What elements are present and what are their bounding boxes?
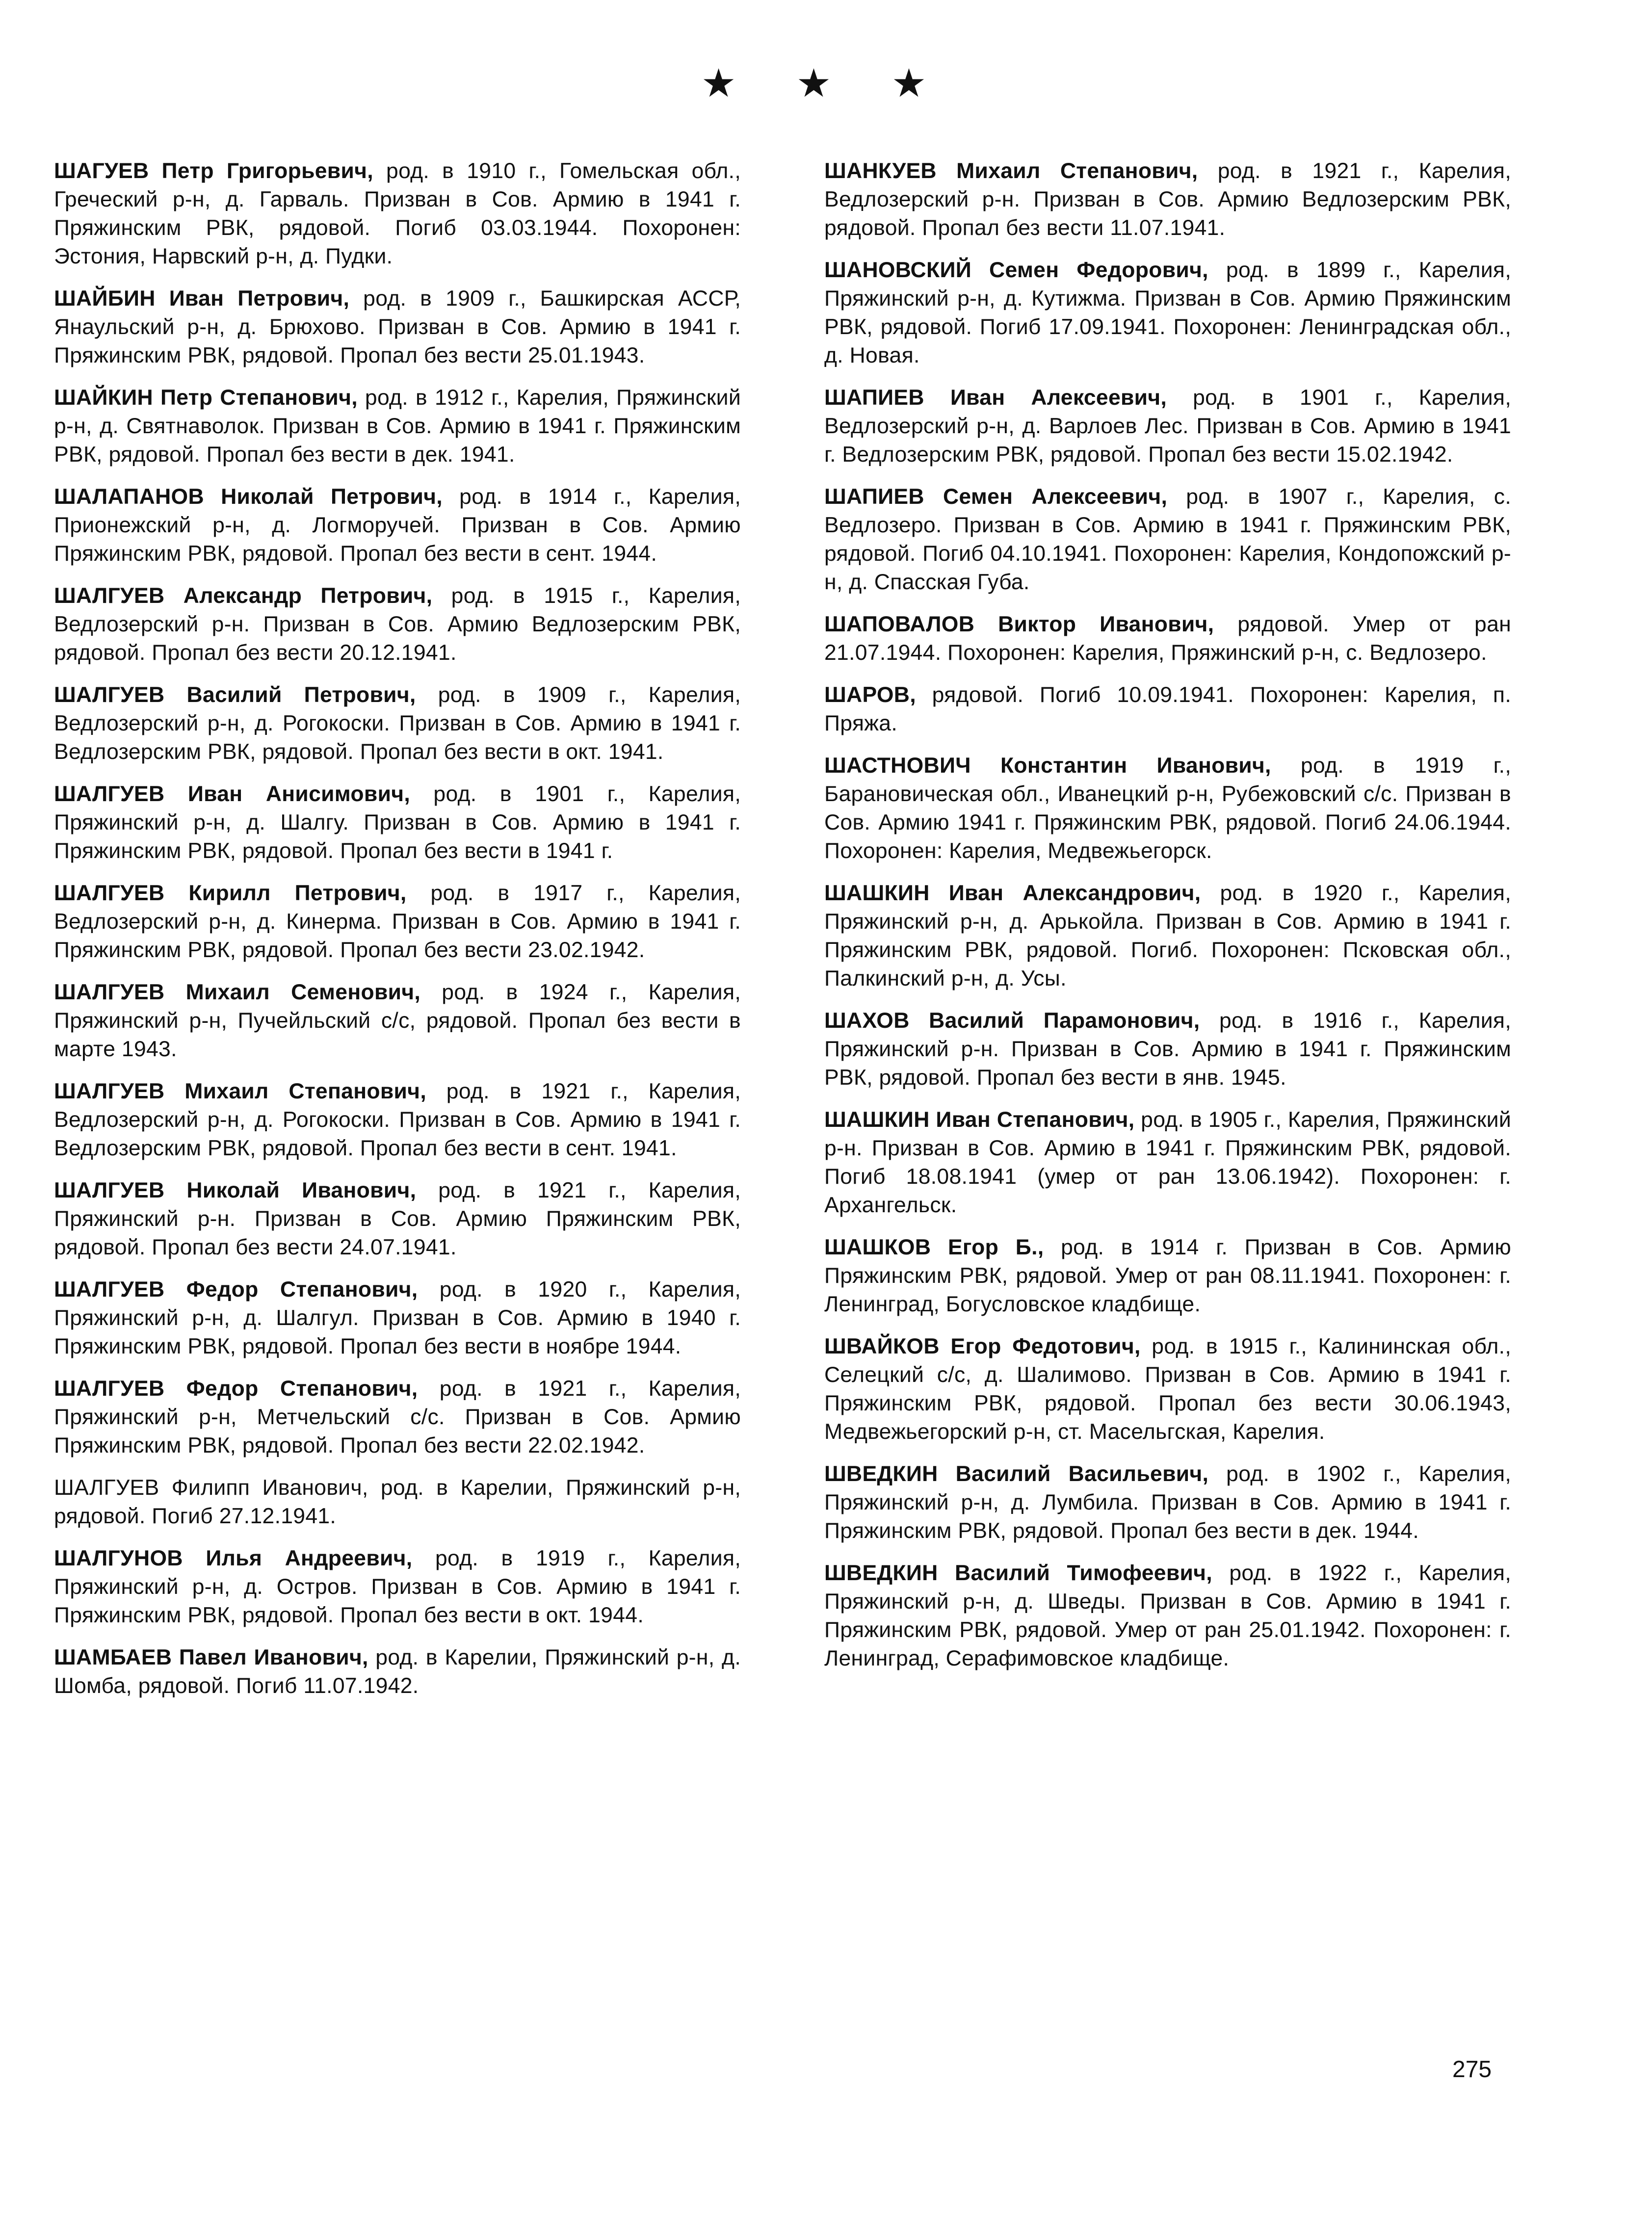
entry bbox=[54, 780, 741, 865]
right-column bbox=[824, 157, 1511, 1687]
entry-name: ШАГУЕВ Петр Григорьевич, bbox=[54, 159, 373, 183]
entry-name: ШАЛГУЕВ Михаил Семенович, bbox=[54, 980, 421, 1004]
entry-text: род. в 1905 г., Карелия, Пряжинский р-н. Призван в Сов. Армию в 1941 г. Пряжинским РВК, рядовой. Погиб 18.08.1941 (умер от ран 13.06.1942). Похоронен: г. Архангельск. bbox=[824, 1108, 1511, 1217]
entry bbox=[54, 1176, 741, 1262]
entry bbox=[54, 978, 741, 1064]
entry-text: род. в 1910 г., Гомельская обл., Греческий р-н, д. Гарваль. Призван в Сов. Армию в 1941 г. Пряжинским РВК, рядовой. Погиб 03.03.1944. Похоронен: Эстония, Нарвский р-н, д. Пудки. bbox=[54, 159, 741, 268]
entry-text: рядовой. Погиб 10.09.1941. Похоронен: Карелия, п. Пряжа. bbox=[824, 683, 1511, 735]
entry-name: ШАЛГУЕВ Иван Анисимович, bbox=[54, 782, 411, 806]
entry-text: род. в 1915 г., Карелия, Ведлозерский р-н. Призван в Сов. Армию Ведлозерским РВК, рядовой. Пропал без вести 20.12.1941. bbox=[54, 584, 741, 665]
entry bbox=[54, 1276, 741, 1361]
entry-text: род. в 1914 г. Призван в Сов. Армию Пряжинским РВК, рядовой. Умер от ран 08.11.1941. Похоронен: г. Ленинград, Богусловское кладбище. bbox=[824, 1235, 1511, 1316]
entry-name: ШАЛАПАНОВ Николай Петрович, bbox=[54, 485, 443, 509]
entry-text: род. в 1899 г., Карелия, Пряжинский р-н, д. Кутижма. Призван в Сов. Армию Пряжинским РВК, рядовой. Погиб 17.09.1941. Похоронен: Ленинградская обл., д. Новая. bbox=[824, 258, 1511, 367]
entry-text: род. в 1909 г., Карелия, Ведлозерский р-н, д. Рогокоски. Призван в Сов. Армию в 1941 г. Ведлозерским РВК, рядовой. Пропал без вести в окт. 1941. bbox=[54, 683, 741, 764]
entry-name: ШАСТНОВИЧ Константин Иванович, bbox=[824, 754, 1271, 778]
entry-text: род. в 1921 г., Карелия, Пряжинский р-н. Призван в Сов. Армию Пряжинским РВК, рядовой. Пропал без вести 24.07.1941. bbox=[54, 1178, 741, 1259]
entry bbox=[824, 681, 1511, 738]
entry bbox=[824, 157, 1511, 242]
entry-name: ШАНКУЕВ Михаил Степанович, bbox=[824, 159, 1198, 183]
entry bbox=[54, 1544, 741, 1630]
entry-text: род. в 1912 г., Карелия, Пряжинский р-н, д. Святнаволок. Призван в Сов. Армию в 1941 г. Пряжинским РВК, рядовой. Пропал без вести в дек. 1941. bbox=[54, 386, 741, 467]
entry-name: ШАПИЕВ Иван Алексеевич, bbox=[824, 386, 1167, 410]
entry-text: род. в 1919 г., Карелия, Пряжинский р-н, д. Остров. Призван в Сов. Армию в 1941 г. Пряжинским РВК, рядовой. Пропал без вести в окт. 1944. bbox=[54, 1546, 741, 1627]
entry bbox=[824, 384, 1511, 469]
page-number: 275 bbox=[1452, 2057, 1492, 2083]
entry-name: ШАЛГУЕВ Федор Степанович, bbox=[54, 1377, 418, 1401]
entry-name: ШАЙБИН Иван Петрович, bbox=[54, 286, 350, 311]
entry-name: ШАЛГУЕВ Василий Петрович, bbox=[54, 683, 416, 707]
entry bbox=[54, 879, 741, 964]
entry-name: ШАХОВ Василий Парамонович, bbox=[824, 1009, 1200, 1033]
entry bbox=[54, 1077, 741, 1163]
entry-text: род. в 1902 г., Карелия, Пряжинский р-н, д. Лумбила. Призван в Сов. Армию в 1941 г. Пряжинским РВК, рядовой. Пропал без вести в дек. 1944. bbox=[824, 1462, 1512, 1543]
entry-name: ШАШКИН Иван Александрович, bbox=[824, 881, 1201, 905]
entry-text: род. в 1901 г., Карелия, Пряжинский р-н, д. Шалгу. Призван в Сов. Армию в 1941 г. Пряжинским РВК, рядовой. Пропал без вести в 1941 г. bbox=[54, 782, 741, 863]
entry bbox=[824, 1559, 1511, 1673]
section-ornament: ★ ★ ★ bbox=[701, 61, 951, 105]
entry-name: ШАЙКИН Петр Степанович, bbox=[54, 386, 358, 410]
entry-name: ШАПИЕВ Семен Алексеевич, bbox=[824, 485, 1168, 509]
entry bbox=[54, 1474, 741, 1531]
entry-text: род. в 1907 г., Карелия, с. Ведлозеро. Призван в Сов. Армию в 1941 г. Пряжинским РВК, рядовой. Погиб 04.10.1941. Похоронен: Карелия, Кондопожский р-н, д. Спасская Губа. bbox=[824, 485, 1512, 594]
entry bbox=[54, 157, 741, 271]
entry-name: ШАРОВ, bbox=[824, 683, 916, 707]
entry bbox=[824, 1106, 1511, 1220]
entry bbox=[824, 1332, 1511, 1446]
entry-text: род. в 1920 г., Карелия, Пряжинский р-н, д. Арькойла. Призван в Сов. Армию в 1941 г. Пряжинским РВК, рядовой. Погиб. Похоронен: Псковская обл., Палкинский р-н, д. Усы. bbox=[824, 881, 1511, 990]
entry-name: ШАЛГУЕВ Федор Степанович, bbox=[54, 1277, 418, 1302]
entry bbox=[54, 285, 741, 370]
entry-name: ШВЕДКИН Василий Васильевич, bbox=[824, 1462, 1209, 1486]
entry-name: ШАЛГУЕВ Михаил Степанович, bbox=[54, 1079, 426, 1103]
entry-text: род. в 1919 г., Барановическая обл., Иванецкий р-н, Рубежовский с/с. Призван в Сов. Армию 1941 г. Пряжинским РВК, рядовой. Погиб 24.06.1944. Похоронен: Карелия, Медвежьегорск. bbox=[824, 754, 1512, 863]
entry-text: род. в Карелии, Пряжинский р-н, д. Шомба, рядовой. Погиб 11.07.1942. bbox=[54, 1645, 741, 1698]
entry-text: ШАЛГУЕВ Филипп Иванович, род. в Карелии, Пряжинский р-н, рядовой. Погиб 27.12.1941. bbox=[54, 1476, 741, 1528]
entry-text: род. в 1914 г., Карелия, Прионежский р-н, д. Логморучей. Призван в Сов. Армию Пряжинским РВК, рядовой. Пропал без вести в сент. 1944. bbox=[54, 485, 741, 566]
entry-name: ШАШКИН Иван Степанович, bbox=[824, 1108, 1135, 1132]
entry-name: ШАЛГУЕВ Кирилл Петрович, bbox=[54, 881, 407, 905]
entry-name: ШАЛГУЕВ Николай Иванович, bbox=[54, 1178, 417, 1202]
entry bbox=[824, 256, 1511, 370]
entry bbox=[824, 1460, 1511, 1545]
entry-name: ШАПОВАЛОВ Виктор Иванович, bbox=[824, 612, 1214, 636]
entry bbox=[824, 483, 1511, 597]
entry-name: ШВЕДКИН Василий Тимофеевич, bbox=[824, 1561, 1212, 1585]
entry-text: род. в 1920 г., Карелия, Пряжинский р-н, д. Шалгул. Призван в Сов. Армию в 1940 г. Пряжинским РВК, рядовой. Пропал без вести в ноябре 1944. bbox=[54, 1277, 741, 1358]
entry bbox=[54, 384, 741, 469]
entry bbox=[54, 1375, 741, 1460]
entry bbox=[824, 1233, 1511, 1319]
entry-text: род. в 1921 г., Карелия, Пряжинский р-н, Метчельский с/с. Призван в Сов. Армию Пряжинским РВК, рядовой. Пропал без вести 22.02.1942. bbox=[54, 1377, 741, 1458]
entry bbox=[824, 610, 1511, 667]
entry-name: ШАМБАЕВ Павел Иванович, bbox=[54, 1645, 368, 1669]
entry bbox=[824, 1007, 1511, 1092]
entry-name: ШВАЙКОВ Егор Федотович, bbox=[824, 1334, 1141, 1358]
entry-name: ШАЛГУНОВ Илья Андреевич, bbox=[54, 1546, 413, 1570]
entry-text: род. в 1901 г., Карелия, Ведлозерский р-н, д. Варлоев Лес. Призван в Сов. Армию в 1941 г. Ведлозерским РВК, рядовой. Пропал без вести 15.02.1942. bbox=[824, 386, 1511, 467]
entry-text: род. в 1909 г., Башкирская АССР, Янаульский р-н, д. Брюхово. Призван в Сов. Армию в 1941 г. Пряжинским РВК, рядовой. Пропал без вести 25.01.1943. bbox=[54, 286, 741, 367]
entry-text: род. в 1921 г., Карелия, Ведлозерский р-н. Призван в Сов. Армию Ведлозерским РВК, рядовой. Пропал без вести 11.07.1941. bbox=[824, 159, 1511, 240]
left-column bbox=[54, 157, 741, 1714]
entry-name: ШАШКОВ Егор Б., bbox=[824, 1235, 1044, 1259]
entry bbox=[824, 752, 1511, 865]
entry-text: род. в 1915 г., Калининская обл., Селецкий с/с, д. Шалимово. Призван в Сов. Армию в 1941 г. Пряжинским РВК, рядовой. Пропал без вести 30.06.1943, Медвежьегорский р-н, ст. Масельгская, Карелия. bbox=[824, 1334, 1511, 1444]
entry bbox=[54, 1643, 741, 1700]
entry-name: ШАНОВСКИЙ Семен Федорович, bbox=[824, 258, 1208, 282]
entry-text: род. в 1916 г., Карелия, Пряжинский р-н. Призван в Сов. Армию в 1941 г. Пряжинским РВК, рядовой. Пропал без вести в янв. 1945. bbox=[824, 1009, 1511, 1090]
entry-text: род. в 1917 г., Карелия, Ведлозерский р-н, д. Кинерма. Призван в Сов. Армию в 1941 г. Пряжинским РВК, рядовой. Пропал без вести 23.02.1942. bbox=[54, 881, 741, 962]
entry bbox=[54, 582, 741, 667]
entry-name: ШАЛГУЕВ Александр Петрович, bbox=[54, 584, 433, 608]
entry-text: род. в 1921 г., Карелия, Ведлозерский р-н, д. Рогокоски. Призван в Сов. Армию в 1941 г. Ведлозерским РВК, рядовой. Пропал без вести в сент. 1941. bbox=[54, 1079, 741, 1160]
entry-text: рядовой. Умер от ран 21.07.1944. Похоронен: Карелия, Пряжинский р-н, с. Ведлозеро. bbox=[824, 612, 1511, 665]
entry-text: род. в 1922 г., Карелия, Пряжинский р-н, д. Шведы. Призван в Сов. Армию в 1941 г. Пряжинским РВК, рядовой. Умер от ран 25.01.1942. Похоронен: г. Ленинград, Серафимовское кладбище. bbox=[824, 1561, 1511, 1670]
entry-text: род. в 1924 г., Карелия, Пряжинский р-н, Пучейльский с/с, рядовой. Пропал без вести в марте 1943. bbox=[54, 980, 741, 1061]
entry bbox=[54, 681, 741, 766]
entry bbox=[54, 483, 741, 568]
entry bbox=[824, 879, 1511, 993]
